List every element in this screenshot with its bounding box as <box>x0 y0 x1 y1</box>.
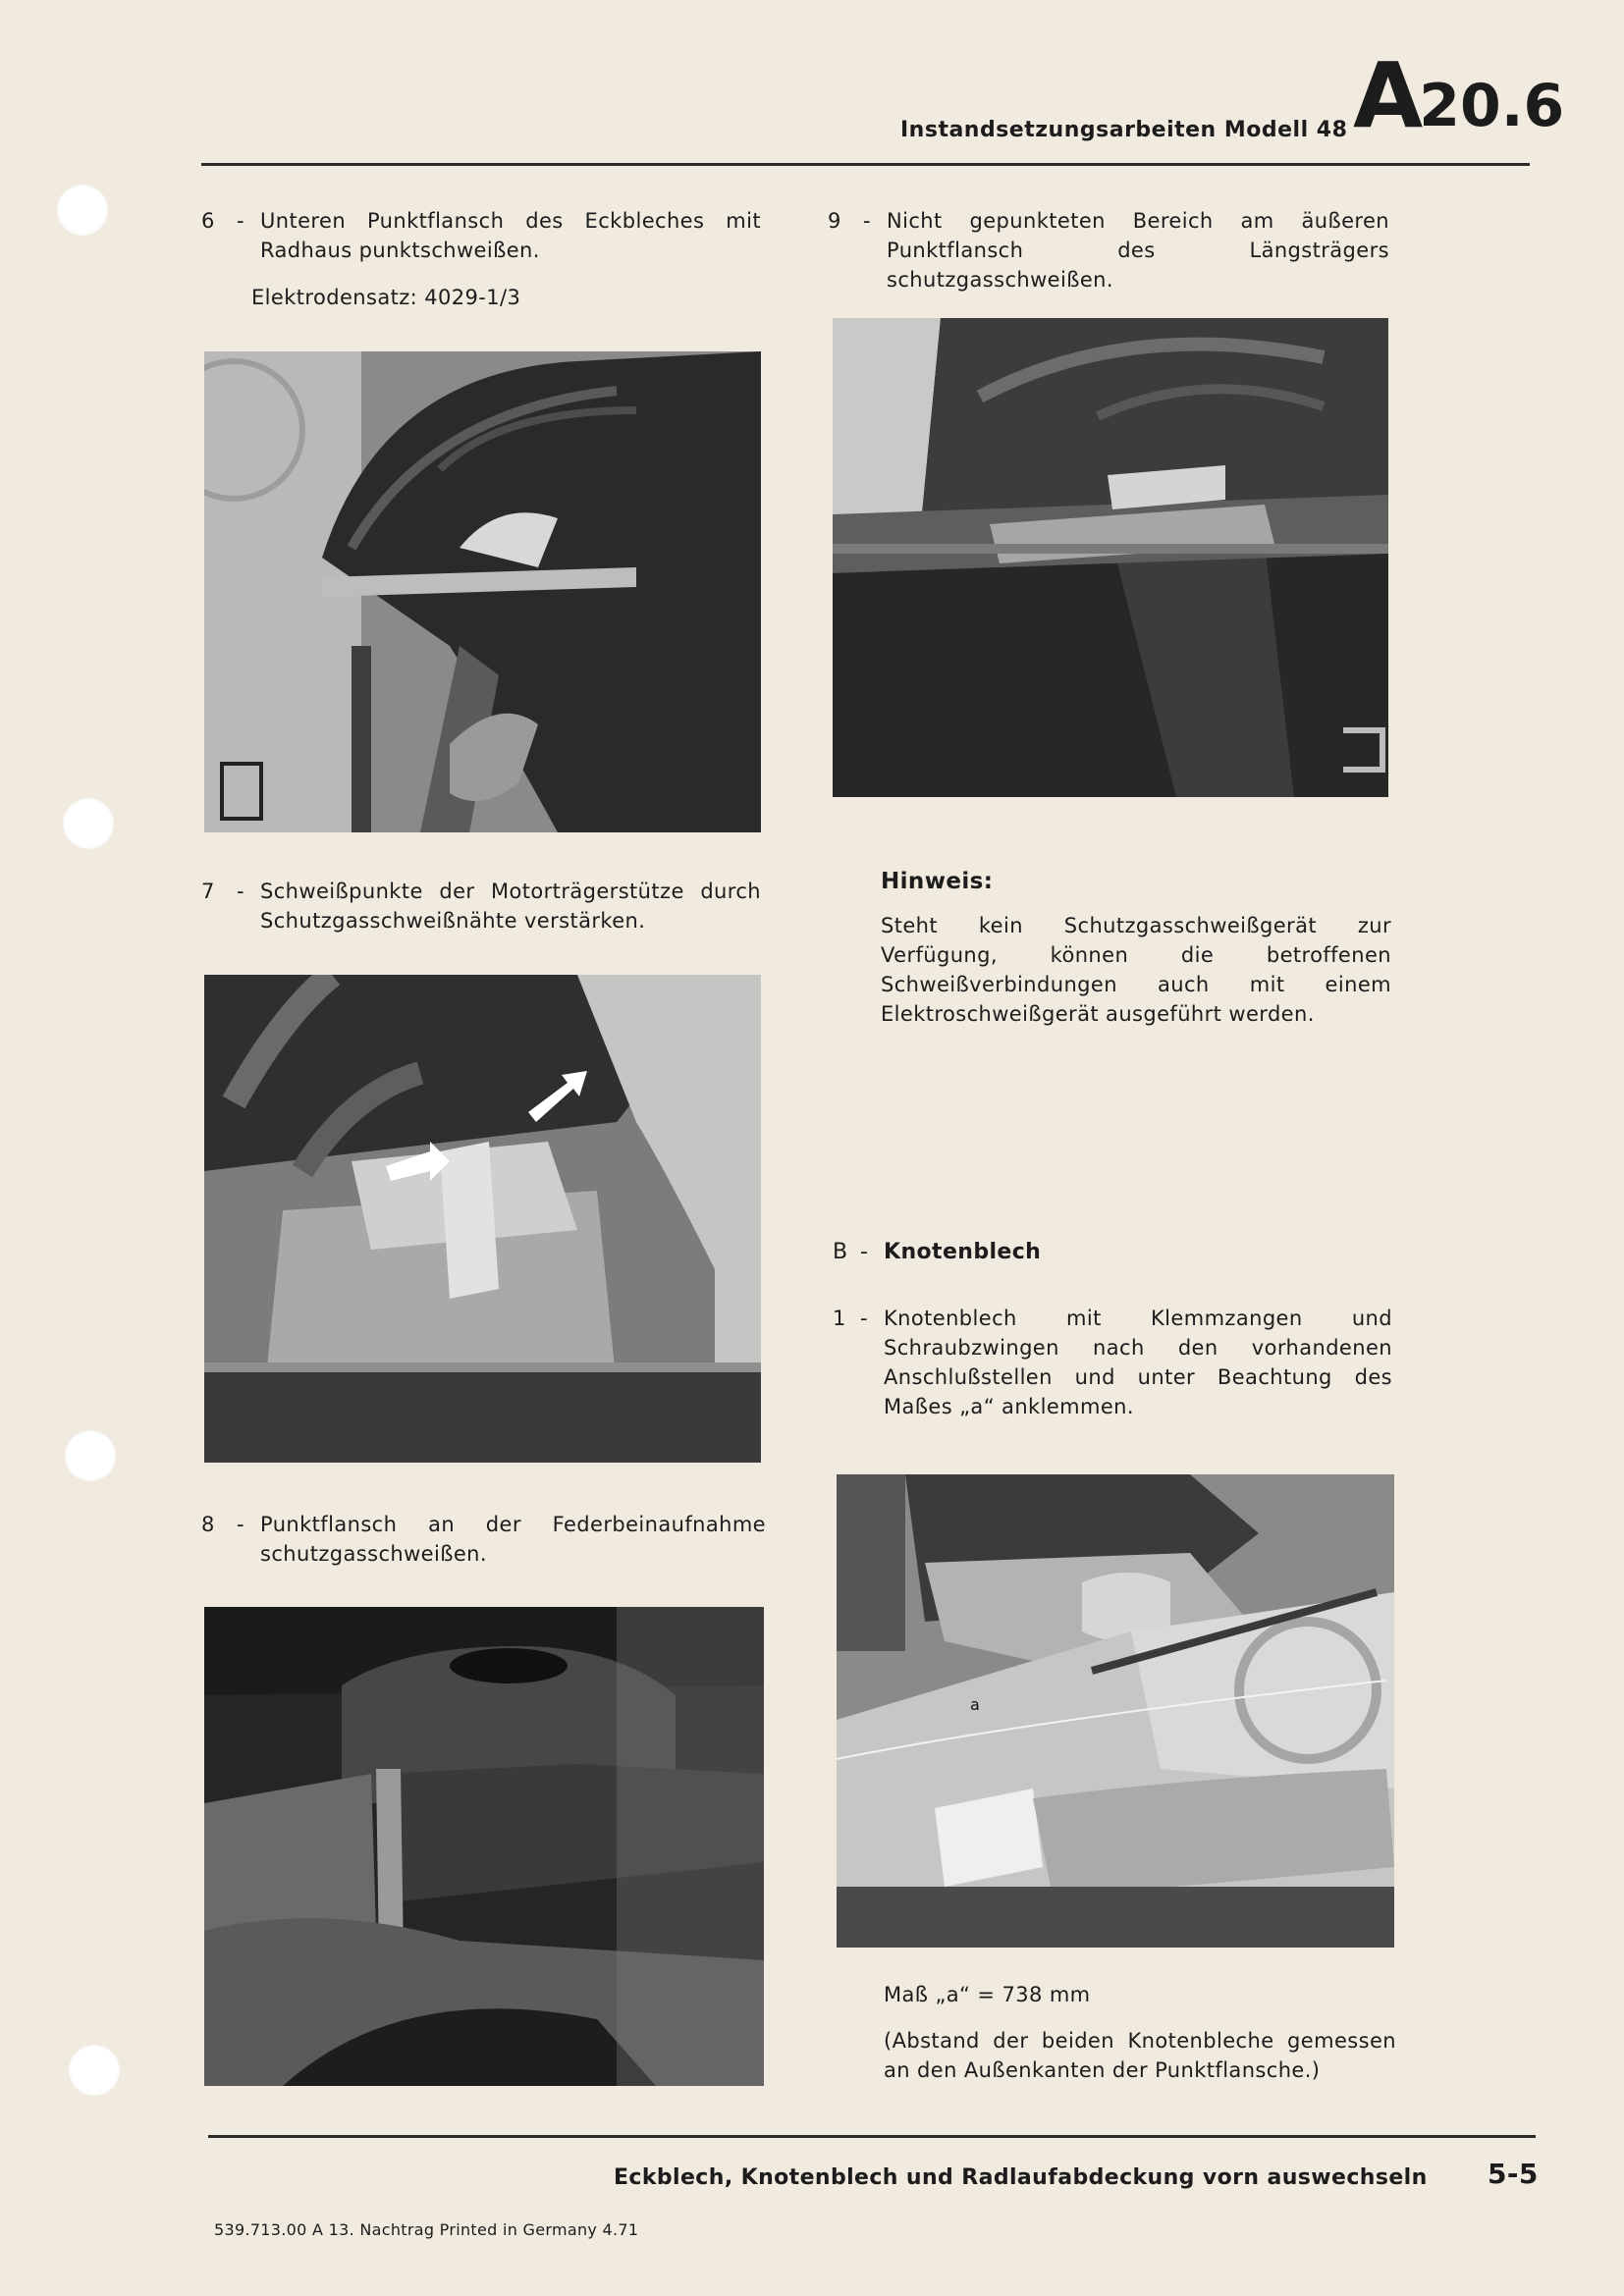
measure-note: (Abstand der beiden Knotenbleche gemessen an den Außenkanten der Punktflansche.) <box>884 2029 1396 2082</box>
binder-hole-2 <box>63 798 114 849</box>
section-b-title: Knotenblech <box>884 1240 1042 1264</box>
section-b-heading: B - Knotenblech <box>833 1240 1042 1264</box>
electrode-set: Elektrodensatz: 4029-1/3 <box>251 286 521 309</box>
page-number: 5-5 <box>1488 2158 1539 2190</box>
photo-longitudinal-member-flange <box>833 318 1388 797</box>
step-text: Punktflansch an der Federbeinaufnahme schutzgasschweißen. <box>260 1513 766 1566</box>
footer-title: Eckblech, Knotenblech und Radlaufabdeckung vorn auswechseln <box>614 2165 1428 2190</box>
photo-gusset-plate-clamped <box>837 1474 1394 1948</box>
section-b-letter: B <box>833 1240 848 1264</box>
hinweis-title: Hinweis: <box>881 869 994 894</box>
step-7: 7 - Schweißpunkte der Motorträgerstütze durch Schutzgasschweißnähte verstärken. <box>201 877 761 935</box>
hinweis-text: Steht kein Schutzgasschweißgerät zur Verfügung, können die betroffenen Schweißverbindungen auch mit einem Elektroschweißgerät ausgeführt werden. <box>881 914 1391 1026</box>
dimension-label-a: a <box>970 1695 980 1714</box>
step-number: 7 <box>201 880 215 903</box>
step-number: 8 <box>201 1513 215 1536</box>
footer-rule <box>208 2135 1536 2138</box>
step-number: 6 <box>201 209 215 233</box>
step-text: Unteren Punktflansch des Eckbleches mit Radhaus punktschweißen. <box>260 209 761 262</box>
step-b1: 1 - Knotenblech mit Klemmzangen und Schraubzwingen nach den vorhandenen Anschlußstellen und unter Beachtung des Maßes „a“ anklemmen. <box>833 1304 1392 1421</box>
step-number: 1 <box>833 1307 846 1330</box>
section-number: 20.6 <box>1419 72 1565 140</box>
print-info: 539.713.00 A 13. Nachtrag Printed in Germany 4.71 <box>214 2220 639 2239</box>
step-text: Knotenblech mit Klemmzangen und Schraubzwingen nach den vorhandenen Anschlußstellen und unter Beachtung des Maßes „a“ anklemmen. <box>884 1307 1392 1418</box>
binder-hole-1 <box>57 185 108 236</box>
section-letter: A <box>1353 43 1424 148</box>
binder-hole-4 <box>69 2045 120 2096</box>
header-title: Instandsetzungsarbeiten Modell 48 <box>900 118 1348 142</box>
step-number: 9 <box>828 209 841 233</box>
binder-hole-3 <box>65 1430 116 1481</box>
step-8: 8 - Punktflansch an der Federbeinaufnahme schutzgasschweißen. <box>201 1510 766 1569</box>
step-9: 9 - Nicht gepunkteten Bereich am äußeren Punktflansch des Längsträgers schutzgasschweißen. <box>828 206 1389 294</box>
header-rule <box>201 163 1530 166</box>
photo-wheelhouse-spotweld <box>204 351 761 832</box>
photo-strut-mount-flange <box>204 1607 764 2086</box>
step-6: 6 - Unteren Punktflansch des Eckbleches mit Radhaus punktschweißen. <box>201 206 761 265</box>
section-code <box>1353 43 1565 148</box>
measure-value: Maß „a“ = 738 mm <box>884 1983 1091 2006</box>
step-text: Nicht gepunkteten Bereich am äußeren Punktflansch des Längsträgers schutzgasschweißen. <box>887 209 1389 292</box>
photo-engine-mount-support <box>204 975 761 1463</box>
step-text: Schweißpunkte der Motorträgerstütze durch Schutzgasschweißnähte verstärken. <box>260 880 761 933</box>
